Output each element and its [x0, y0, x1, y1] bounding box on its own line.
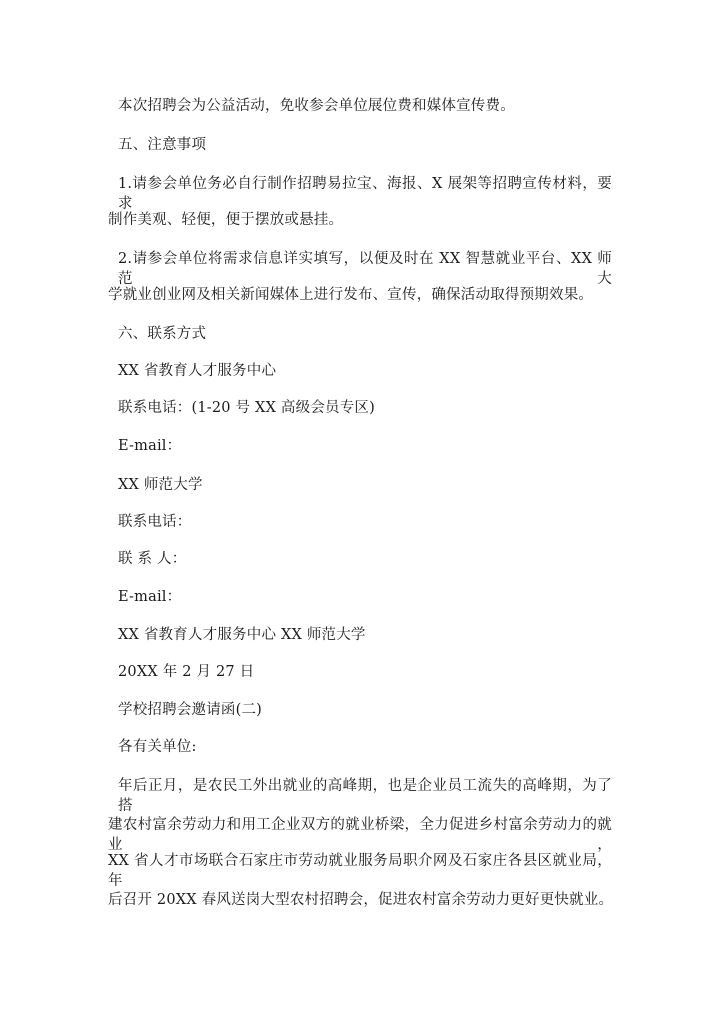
- signature-date: 20XX 年 2 月 27 日: [118, 664, 255, 680]
- contact-org-1: XX 省教育人才服务中心: [118, 363, 277, 379]
- contact-phone-1: 联系电话：(1-20 号 XX 高级会员专区): [118, 400, 375, 416]
- note-1-line-2: 制作美观、轻便，便于摆放或悬挂。: [108, 212, 344, 228]
- contact-email-1: E-mail：: [118, 438, 182, 454]
- note-1-line-1: 1.请参会单位务必自行制作招聘易拉宝、海报、X 展架等招聘宣传材料，要求: [118, 176, 612, 212]
- contact-email-2: E-mail：: [118, 589, 182, 605]
- paragraph-free-event: 本次招聘会为公益活动，免收参会单位展位费和媒体宣传费。: [118, 98, 515, 114]
- note-2-line-1: 2.请参会单位将需求信息详实填写，以便及时在 XX 智慧就业平台、XX 师范大: [118, 251, 612, 287]
- note-2-line-2: 学就业创业网及相关新闻媒体上进行发布、宣传，确保活动取得预期效果。: [108, 287, 594, 303]
- contact-phone-2: 联系电话：: [118, 514, 192, 530]
- section-heading-notes: 五、注意事项: [118, 137, 207, 153]
- contact-org-2: XX 师范大学: [118, 477, 203, 493]
- contact-person-2: 联 系 人：: [118, 551, 187, 567]
- body-line-3: XX 省人才市场联合石家庄市劳动就业服务局职介网及石家庄各县区就业局，年: [108, 853, 612, 889]
- signature-orgs: XX 省教育人才服务中心 XX 师范大学: [118, 627, 366, 643]
- body-line-1: 年后正月，是农民工外出就业的高峰期，也是企业员工流失的高峰期，为了搭: [118, 778, 612, 814]
- body-line-4: 后召开 20XX 春风送岗大型农村招聘会，促进农村富余劳动力更好更快就业。: [108, 892, 614, 908]
- section-heading-contact: 六、联系方式: [118, 326, 207, 342]
- letter-title-2: 学校招聘会邀请函(二): [118, 702, 263, 718]
- body-line-2: 建农村富余劳动力和用工企业双方的就业桥梁，全力促进乡村富余劳动力的就业，: [108, 817, 612, 853]
- salutation: 各有关单位:: [118, 739, 197, 755]
